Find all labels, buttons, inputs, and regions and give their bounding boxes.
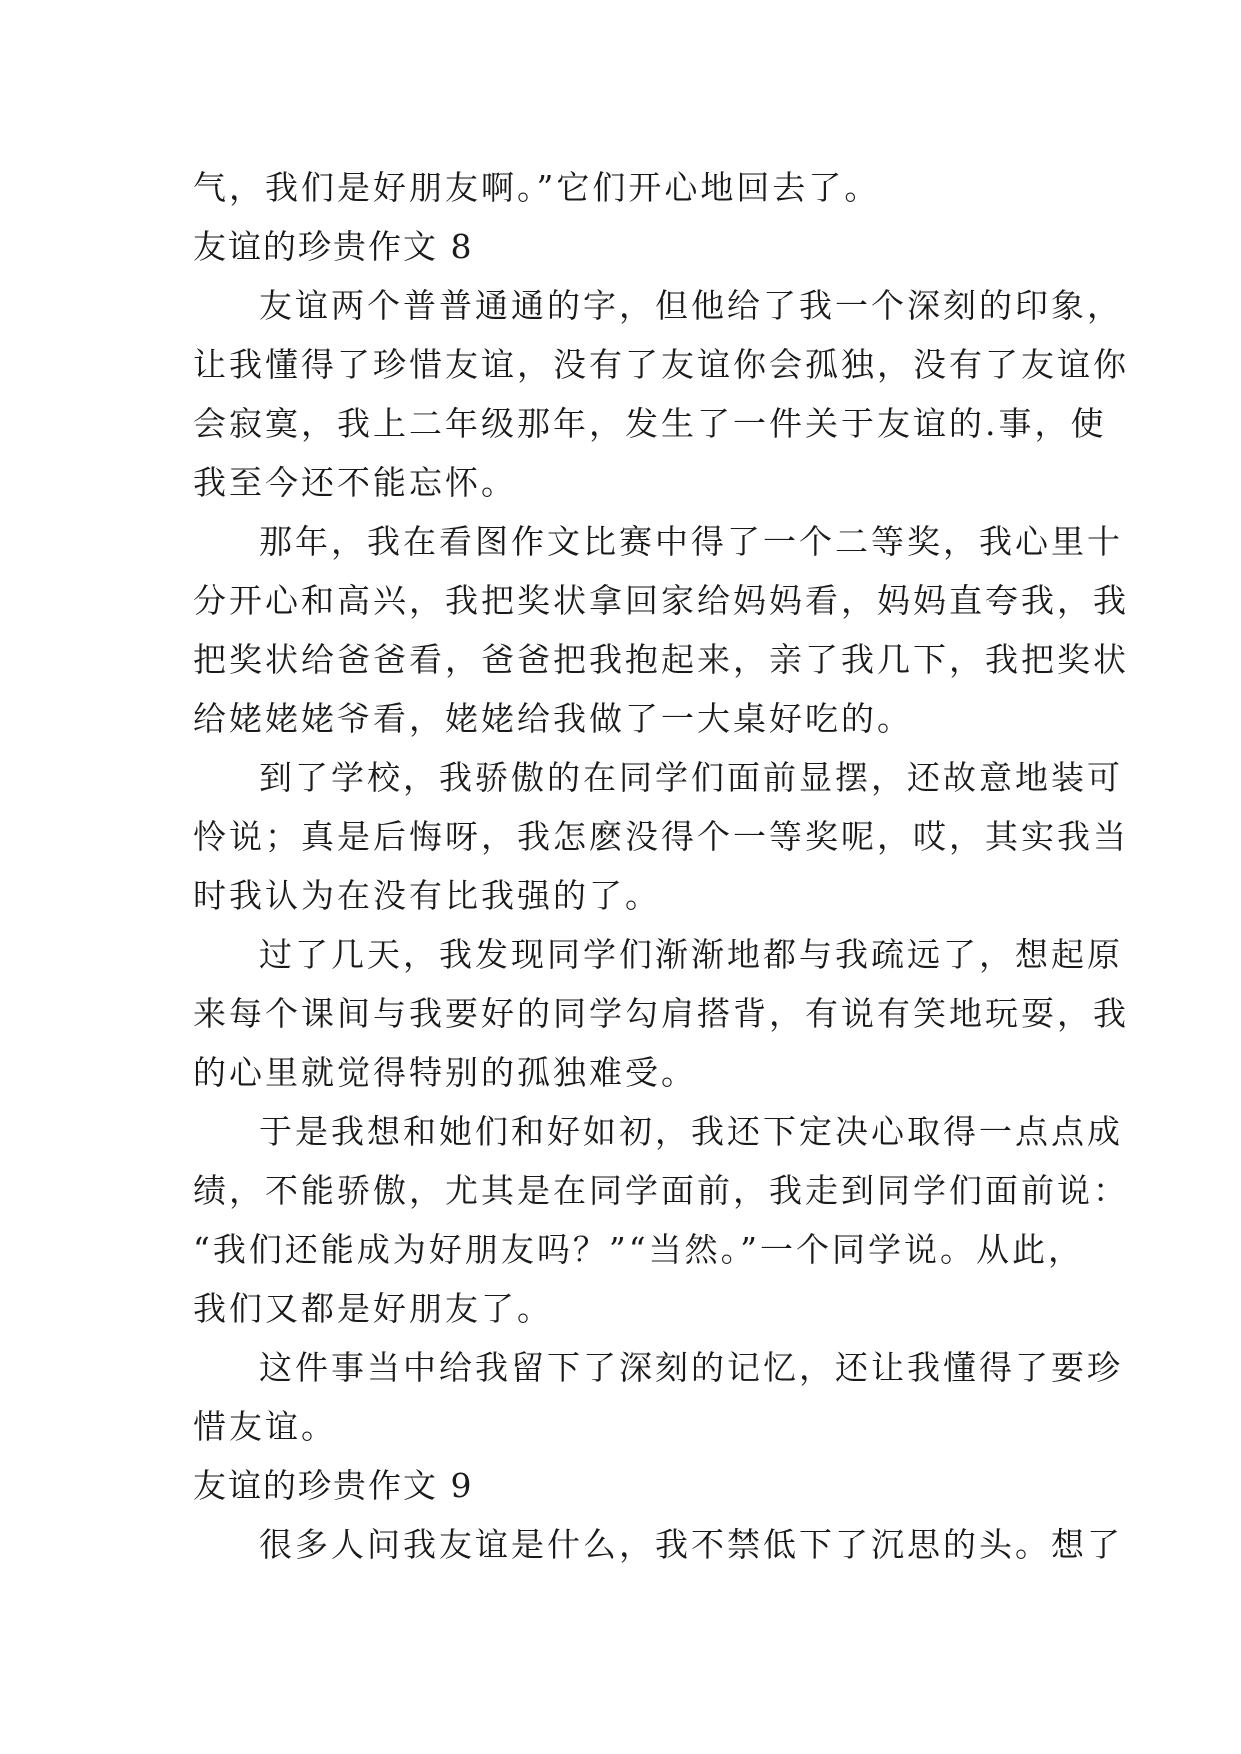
text-line: 很多人问我友谊是什么，我不禁低下了沉思的头。想了 bbox=[259, 1525, 1123, 1564]
paragraph bbox=[193, 512, 1129, 748]
text-line: 惜友谊。 bbox=[193, 1407, 337, 1446]
text-line: 时我认为在没有比我强的了。 bbox=[193, 876, 661, 915]
text-line: 我至今还不能忘怀。 bbox=[193, 463, 517, 502]
text-line: 到了学校，我骄傲的在同学们面前显摆，还故意地装可 bbox=[259, 758, 1123, 797]
text-line: 气，我们是好朋友啊。”它们开心地回去了。 bbox=[193, 168, 881, 207]
continuation-paragraph bbox=[193, 158, 1053, 217]
text-line: 我们又都是好朋友了。 bbox=[193, 1289, 553, 1328]
text-line: “我们还能成为好朋友吗？”“当然。”一个同学说。从此， bbox=[193, 1230, 1084, 1269]
paragraph bbox=[193, 1515, 1123, 1574]
paragraph bbox=[193, 1102, 1129, 1338]
paragraph bbox=[193, 1338, 1123, 1456]
text-line: 那年，我在看图作文比赛中得了一个二等奖，我心里十 bbox=[259, 522, 1123, 561]
paragraph bbox=[193, 925, 1129, 1102]
paragraph bbox=[193, 276, 1129, 512]
text-line: 把奖状给爸爸看，爸爸把我抱起来，亲了我几下，我把奖状 bbox=[193, 640, 1129, 679]
text-line: 这件事当中给我留下了深刻的记忆，还让我懂得了要珍 bbox=[259, 1348, 1123, 1387]
text-line: 让我懂得了珍惜友谊，没有了友谊你会孤独，没有了友谊你 bbox=[193, 345, 1129, 384]
text-line: 分开心和高兴，我把奖状拿回家给妈妈看，妈妈直夸我，我 bbox=[193, 581, 1129, 620]
text-line: 怜说；真是后悔呀，我怎麽没得个一等奖呢，哎，其实我当 bbox=[193, 817, 1129, 856]
text-line: 会寂寞，我上二年级那年，发生了一件关于友谊的.事，使 bbox=[193, 404, 1107, 443]
text-line: 来每个课间与我要好的同学勾肩搭背，有说有笑地玩耍，我 bbox=[193, 994, 1129, 1033]
text-line: 绩，不能骄傲，尤其是在同学面前，我走到同学们面前说： bbox=[193, 1171, 1129, 1210]
text-line: 友谊两个普普通通的字，但他给了我一个深刻的印象， bbox=[259, 286, 1123, 325]
essay-8-heading: 友谊的珍贵作文 8 bbox=[193, 227, 474, 266]
text-line: 过了几天，我发现同学们渐渐地都与我疏远了，想起原 bbox=[259, 935, 1123, 974]
text-line: 于是我想和她们和好如初，我还下定决心取得一点点成 bbox=[259, 1112, 1123, 1151]
essay-9-heading: 友谊的珍贵作文 9 bbox=[193, 1466, 474, 1505]
text-line: 的心里就觉得特别的孤独难受。 bbox=[193, 1053, 697, 1092]
text-line: 给姥姥姥爷看，姥姥给我做了一大桌好吃的。 bbox=[193, 699, 913, 738]
paragraph bbox=[193, 748, 1129, 925]
